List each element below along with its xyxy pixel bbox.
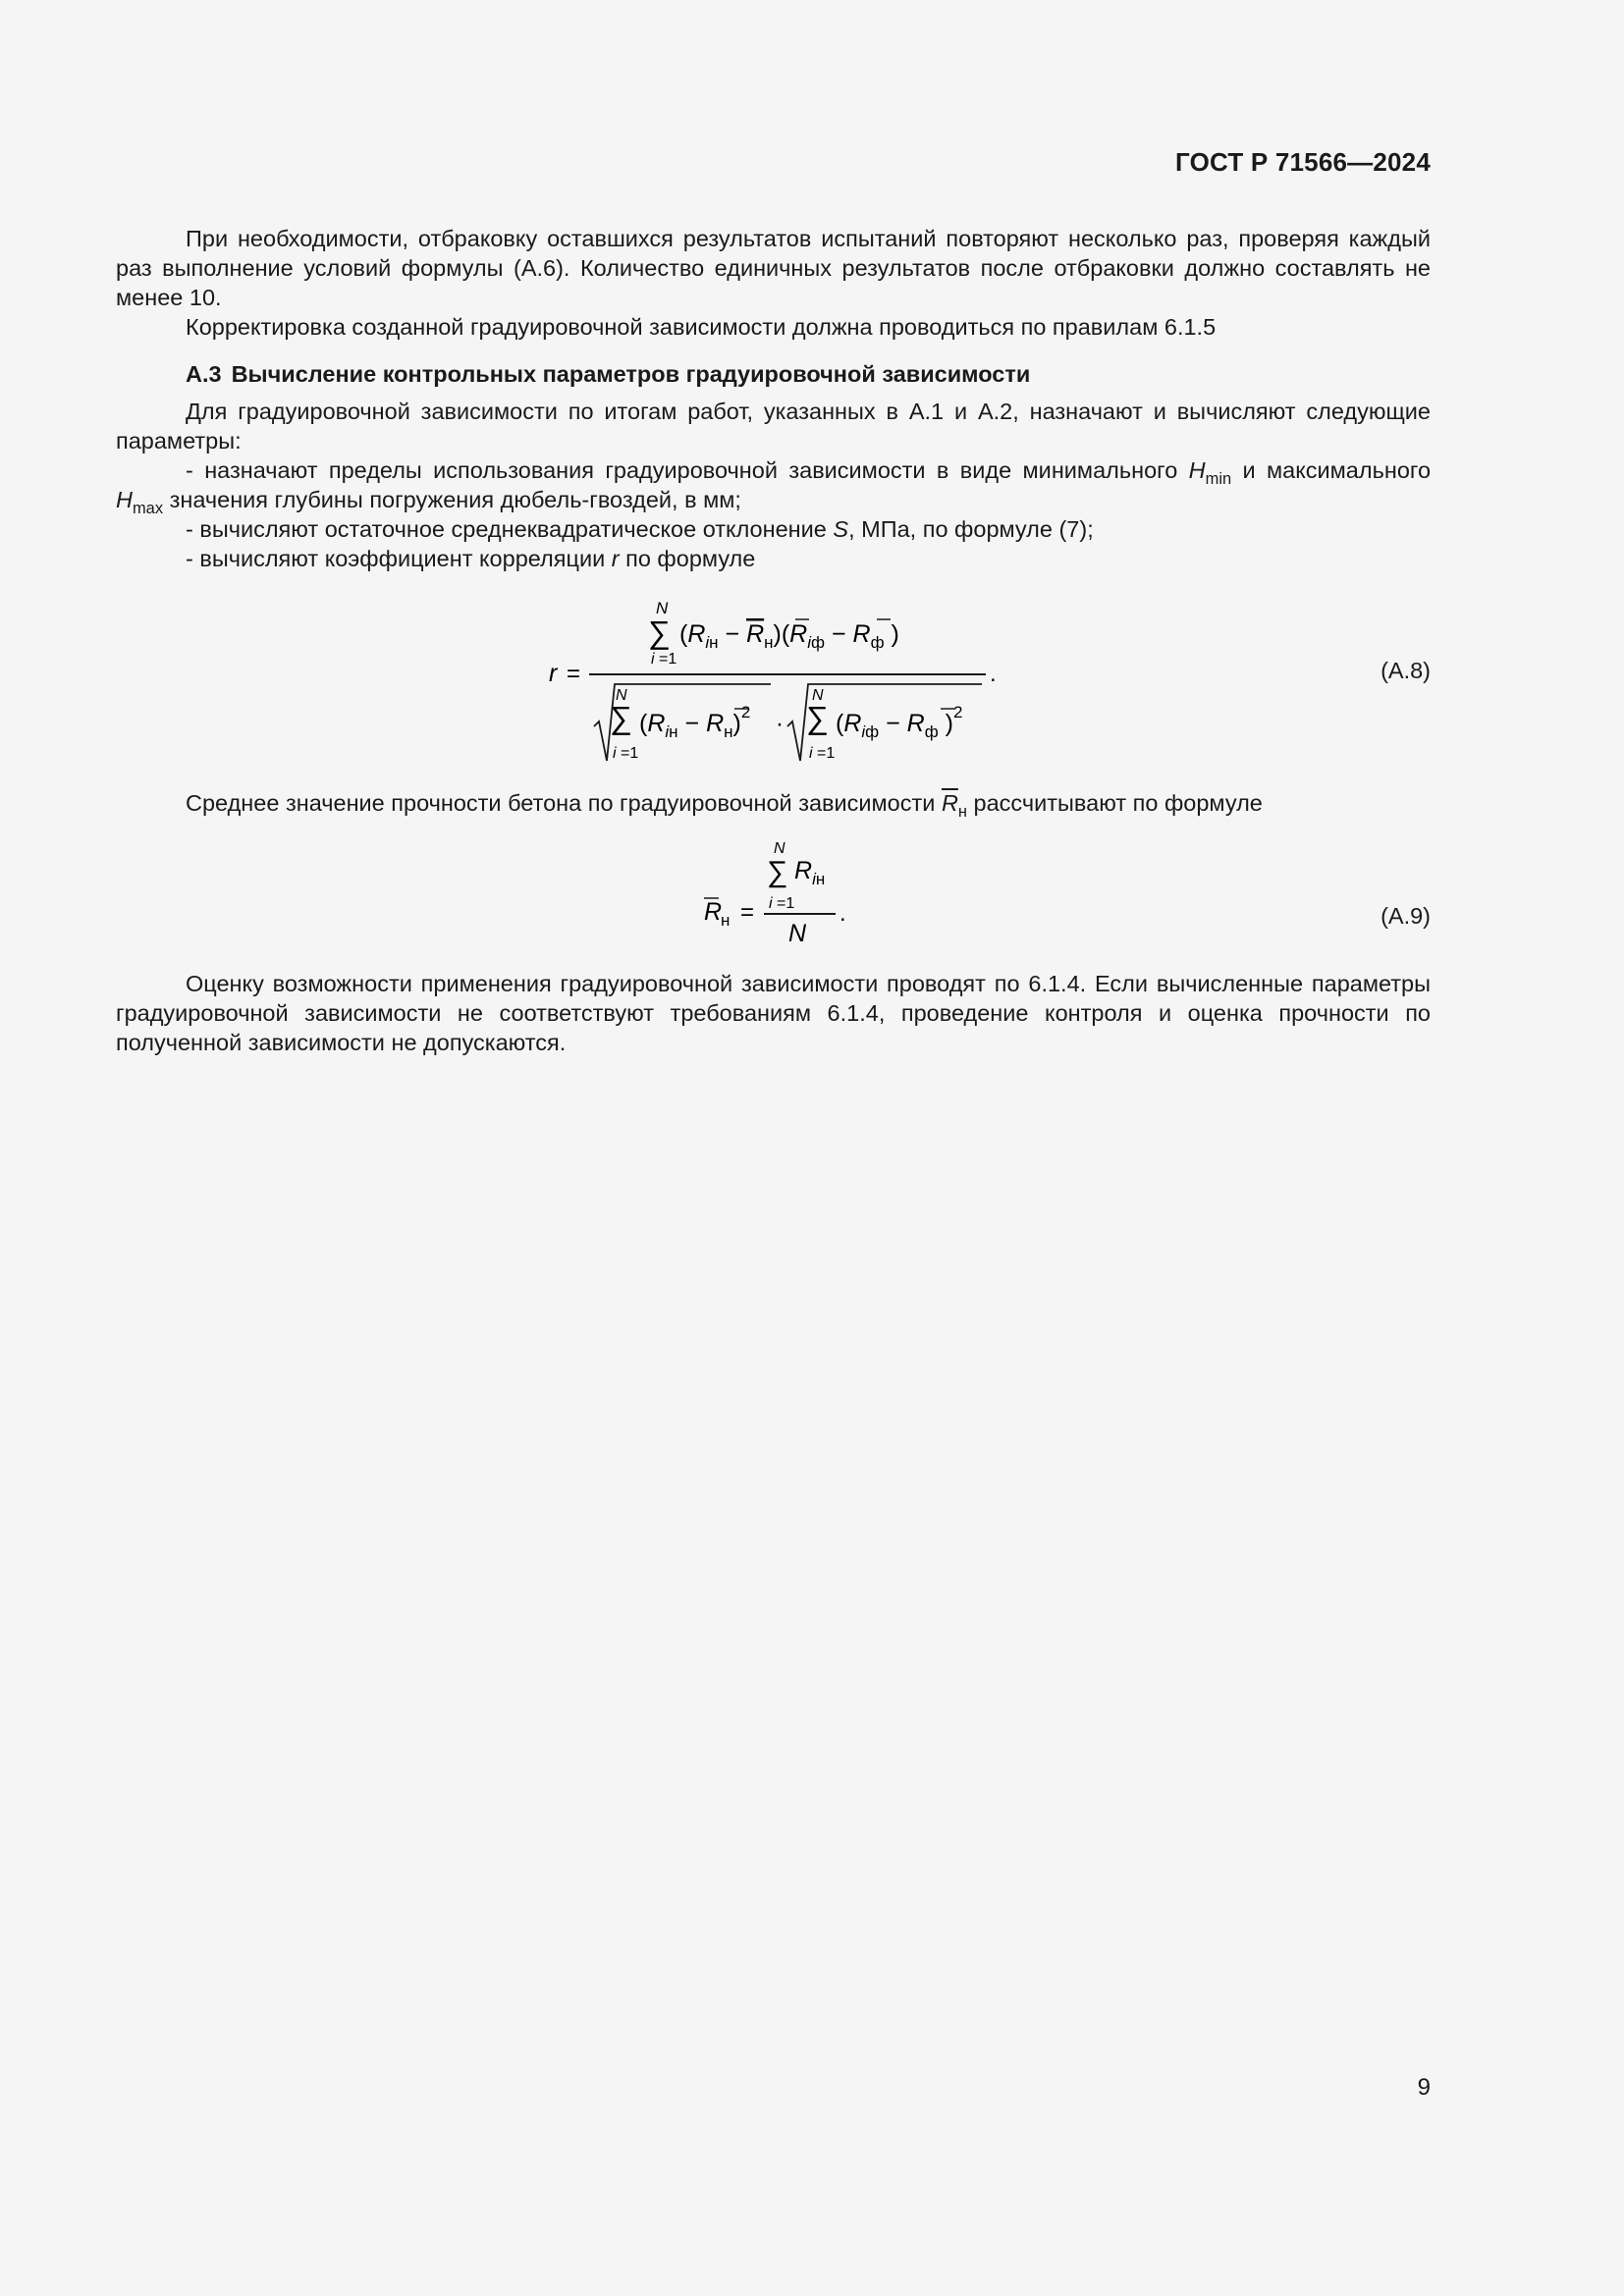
list-item-correlation: - вычисляют коэффициент корреляции r по формуле: [186, 546, 756, 571]
document-code: ГОСТ Р 71566—2024: [1175, 147, 1431, 177]
svg-text:∑: ∑: [648, 614, 671, 650]
list-item-limits: - назначают пределы использования градуировочной зависимости в виде минимального $H_{min}$ и максимального $H_{max}$ значения глубины погружения дюбель-гвоздей, в мм;: [116, 457, 1432, 517]
svg-text:i =1: i =1: [809, 745, 836, 762]
svg-text:i =1: i =1: [613, 745, 639, 762]
svg-text:r: r: [549, 660, 558, 687]
svg-text:∑: ∑: [767, 856, 788, 888]
paragraph-rejection: При необходимости, отбраковку оставшихся результатов испытаний повторяют несколько раз, проверяя каждый раз выполнение условий формулы (А.6). Количество единичных результатов после отбраковки должно составлять не менее 10.: [116, 226, 1431, 310]
svg-text:(Riн − Rн)2: $(R_{iн} - R_н)^2$: [639, 703, 751, 741]
top-paragraphs: [116, 224, 1431, 342]
formula-a8: [540, 594, 1011, 771]
section-title-text: Вычисление контрольных параметров градуировочной зависимости: [231, 361, 1031, 387]
svg-text:Riн: $R_iн$: [794, 857, 826, 888]
svg-text:.: .: [990, 661, 997, 687]
section-heading: [186, 361, 1030, 388]
svg-text:N: N: [774, 840, 785, 857]
svg-text:N: N: [616, 687, 627, 704]
svg-text:·: ·: [776, 711, 784, 737]
list-item-deviation: - вычисляют остаточное среднеквадратическое отклонение S, МПа, по формуле (7);: [186, 516, 1094, 542]
svg-text:i =1: i =1: [769, 895, 795, 912]
mean-paragraph: Среднее значение прочности бетона по градуировочной зависимости $\overline{R}_н$ рассчитывают по формуле: [186, 790, 1263, 821]
svg-text:.: .: [839, 900, 846, 927]
svg-text:i =1: i =1: [651, 651, 677, 667]
svg-text:R: R: [704, 898, 723, 926]
page-number: 9: [1417, 2074, 1431, 2101]
svg-text:н: н: [721, 911, 731, 930]
svg-text:∑: ∑: [610, 700, 632, 735]
paragraph-intro: Для градуировочной зависимости по итогам работ, указанных в А.1 и А.2, назначают и вычисляют следующие параметры:: [116, 399, 1431, 454]
svg-text:(Riф − Rф )2: ($R_{iф} - R_ф$ )$^2$: [836, 703, 963, 741]
svg-text:=: =: [740, 899, 755, 926]
paragraph-correction: Корректировка созданной градуировочной зависимости должна проводиться по правилам 6.1.5: [186, 314, 1217, 340]
closing-paragraph: Оценку возможности применения градуировочной зависимости проводят по 6.1.4. Если вычисленные параметры градуировочной зависимости не соответствуют требованиям 6.1.4, проведение контроля и оценка прочности по полученной зависимости не допускаются.: [116, 971, 1431, 1055]
formula-a9: [697, 834, 874, 947]
section-number: А.3: [186, 361, 222, 387]
formula-a9-number: (А.9): [1380, 903, 1431, 929]
svg-text:N: N: [788, 920, 807, 947]
svg-text:=: =: [567, 661, 581, 687]
svg-text:∑: ∑: [806, 700, 829, 735]
svg-text:N: N: [656, 599, 669, 617]
svg-text:N: N: [812, 687, 824, 704]
parameters-list: [116, 397, 1431, 573]
formula-a8-number: (А.8): [1380, 658, 1431, 683]
svg-text:(Riн − Rн)(Riф − Rф ): $(R_{iн} - R_н)(R_{iф} - R_ф$ ): [679, 620, 899, 652]
